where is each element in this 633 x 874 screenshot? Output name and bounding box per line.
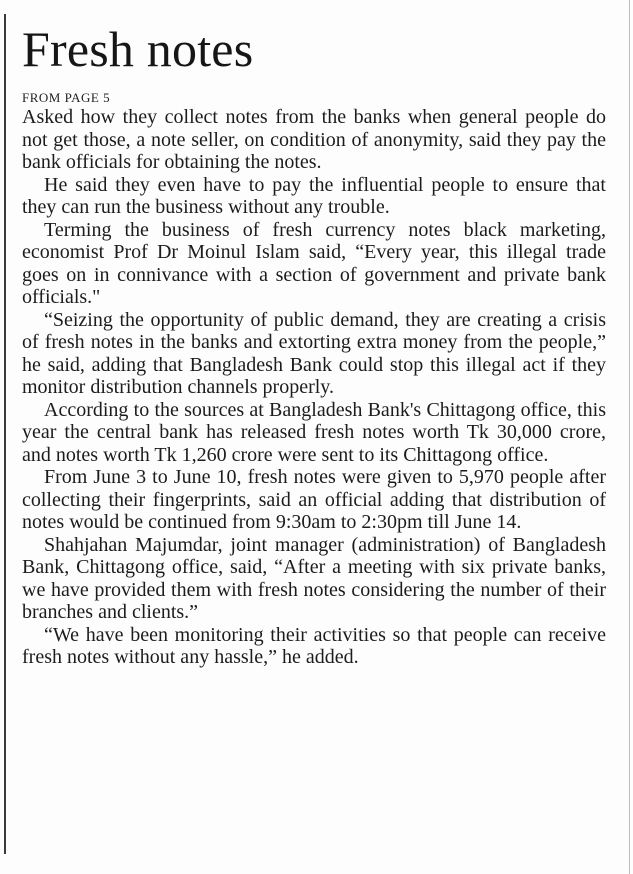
column-rule-right [629,0,630,874]
headline: Fresh notes [22,21,254,77]
paragraph: Asked how they collect notes from the banks when general people do not get those, a note seller, on condition of anonymity, said they pay the bank officials for obtaining the notes. [22,106,606,173]
paragraph: He said they even have to pay the influential people to ensure that they can run the business without any trouble. [22,173,606,218]
article [22,20,606,669]
paragraph: Terming the business of fresh currency notes black marketing, economist Prof Dr Moinul Islam said, “Every year, this illegal trade goes on in connivance with a section of government and private bank officials." [22,218,606,308]
paragraph: According to the sources at Bangladesh Bank's Chittagong office, this year the central bank has released fresh notes worth Tk 30,000 crore, and notes worth Tk 1,260 crore were sent to its Chittagong office. [22,398,606,466]
paragraph: “Seizing the opportunity of public demand, they are creating a crisis of fresh notes in the banks and extorting extra money from the people,” he said, adding that Bangladesh Bank could stop this illegal act if they monitor distribution channels properly. [22,308,606,398]
article-body [22,106,606,669]
column-rule-left [4,14,6,854]
paragraph: Shahjahan Majumdar, joint manager (administration) of Bangladesh Bank, Chittagong office, said, “After a meeting with six private banks, we have provided them with fresh notes considering the number of their branches and clients.” [22,533,606,623]
paragraph: “We have been monitoring their activities so that people can receive fresh notes without any hassle,” he added. [22,623,606,668]
paragraph: From June 3 to June 10, fresh notes were given to 5,970 people after collecting their fingerprints, said an official adding that distribution of notes would be continued from 9:30am to 2:30pm till June 14. [22,466,606,533]
jump-line: FROM PAGE 5 [22,90,111,105]
